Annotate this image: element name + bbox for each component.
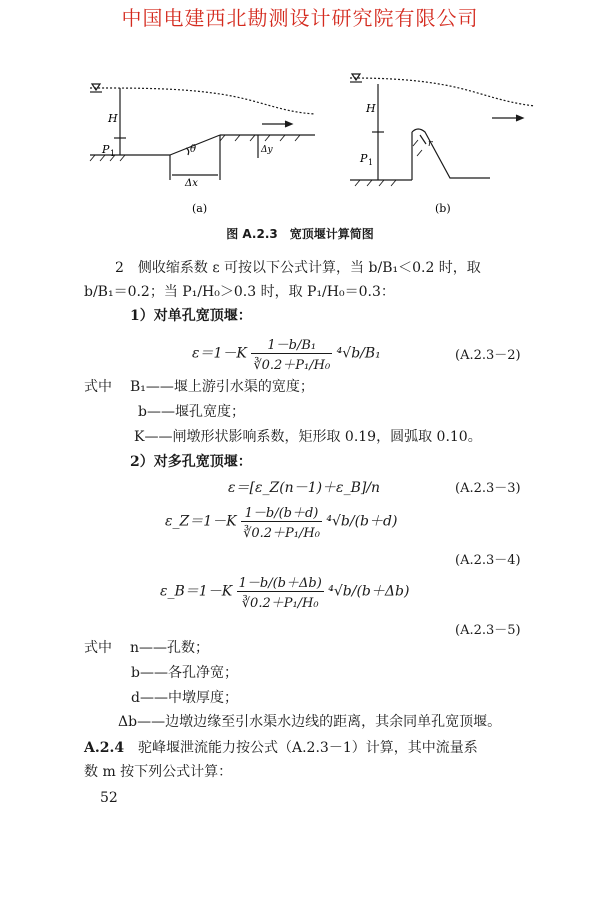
eq4-tail: ⁴√b/(b＋d)	[326, 513, 398, 530]
where1-label: 式中	[84, 379, 112, 395]
eq5-fraction	[237, 572, 324, 611]
equation-a233: ε＝[ε_Z(n－1)＋ε_B]/n	[228, 480, 381, 496]
where2-b: b——各孔净宽；	[131, 665, 238, 681]
water-level-icon	[92, 84, 100, 90]
where2-label: 式中	[84, 640, 112, 656]
where2-n: n——孔数；	[130, 640, 210, 656]
section-a24-line1: 驼峰堰泄流能力按公式（A.2.3－1）计算，其中流量系	[138, 740, 478, 756]
eq4-number: (A.2.3－4)	[455, 553, 521, 568]
label-dy: Δy	[261, 145, 273, 155]
page-header: 中国电建西北勘测设计研究院有限公司	[121, 6, 479, 30]
panel-b-label: (b)	[435, 202, 451, 215]
eq3-number: (A.2.3－3)	[455, 481, 521, 496]
eq4-lhs: ε_Z＝1－K	[165, 513, 237, 530]
item1-heading: 1）对单孔宽顶堰：	[130, 308, 252, 324]
eq2-tail: ⁴√b/B₁	[336, 345, 381, 362]
eq4-fraction	[241, 502, 322, 541]
eq2-fraction	[251, 334, 332, 373]
equation-a235	[160, 572, 409, 611]
where1-k: K——闸墩形状影响系数，矩形取 0.19，圆弧取 0.10。	[134, 429, 482, 445]
eq5-lhs: ε_B＝1－K	[160, 583, 233, 600]
eq2-numerator: 1－b/B₁	[251, 334, 332, 354]
label-P1-b: P	[360, 152, 368, 165]
eq5-tail: ⁴√b/(b＋Δb)	[328, 583, 410, 600]
page-number: 52	[100, 790, 118, 806]
label-P1-a: P	[102, 143, 110, 156]
label-H-a: H	[108, 112, 118, 125]
label-H-b: H	[366, 102, 376, 115]
eq2-denominator: ∛0.2＋P₁/H₀	[253, 358, 331, 373]
eq5-numerator: 1－b/(b＋Δb)	[237, 572, 324, 592]
eq2-number: (A.2.3－2)	[455, 348, 521, 363]
eq2-lhs: ε＝1－K	[192, 345, 247, 362]
label-r: r	[428, 139, 433, 149]
label-P1-sub-a: 1	[110, 149, 116, 158]
eq5-number: (A.2.3－5)	[455, 623, 521, 638]
section-a24-number: A.2.4	[84, 740, 125, 756]
section-a24-line2: 数 m 按下列公式计算：	[84, 764, 233, 780]
panel-b	[350, 74, 535, 186]
label-dx: Δx	[185, 178, 198, 189]
eq4-numerator: 1－b/(b＋d)	[241, 502, 322, 522]
water-surface-a	[90, 88, 315, 114]
eq4-denominator: ∛0.2＋P₁/H₀	[243, 526, 320, 541]
water-level-icon-b	[352, 74, 360, 80]
where2-db: Δb——边墩边缘至引水渠水边线的距离，其余同单孔宽顶堰。	[118, 714, 502, 730]
where1-b1: B₁——堰上游引水渠的宽度；	[130, 379, 314, 395]
equation-a234	[165, 502, 397, 541]
para2-line1: 2 侧收缩系数 ε 可按以下公式计算，当 b/B₁＜0.2 时，取	[115, 260, 481, 276]
equation-a232	[192, 334, 381, 373]
figure-caption: 图 A.2.3 宽顶堰计算简图	[226, 227, 374, 241]
weir-figure	[80, 60, 540, 220]
para2-line2: b/B₁＝0.2；当 P₁/H₀＞0.3 时，取 P₁/H₀＝0.3：	[84, 284, 395, 300]
label-theta: θ	[190, 144, 197, 155]
panel-a	[90, 84, 315, 180]
item2-heading: 2）对多孔宽顶堰：	[130, 454, 252, 470]
where1-b: b——堰孔宽度；	[138, 404, 245, 420]
panel-a-label: (a)	[192, 202, 208, 215]
where2-d: d——中墩厚度；	[131, 690, 238, 706]
eq5-denominator: ∛0.2＋P₁/H₀	[241, 596, 319, 611]
label-P1-sub-b: 1	[368, 158, 374, 167]
